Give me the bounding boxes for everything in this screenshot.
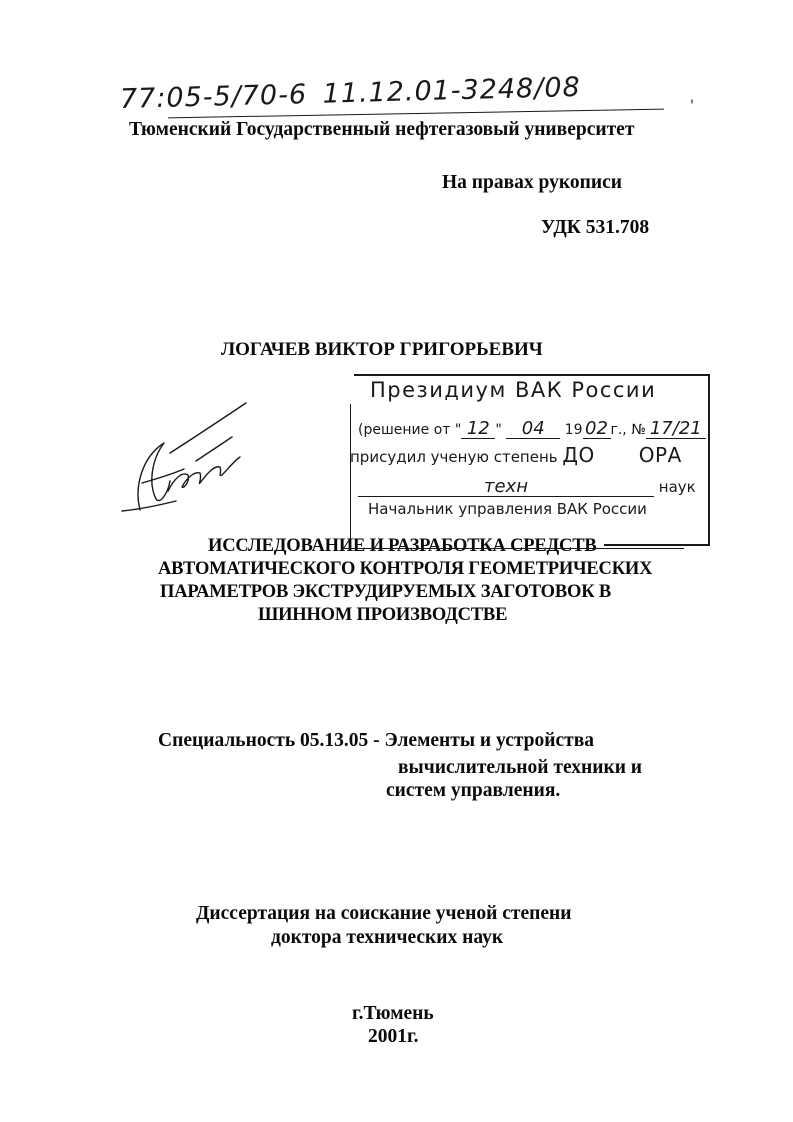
stamp-decision-year: 02 xyxy=(583,420,611,439)
stamp-science-suffix: наук xyxy=(658,478,696,496)
stamp-frame-right xyxy=(708,374,710,544)
stamp-science-value: техн xyxy=(358,478,654,497)
specialty-line-1: Специальность 05.13.05 - Элементы и устройства xyxy=(158,730,595,751)
stamp-decision-sep: " xyxy=(495,422,502,438)
archive-number-text: 77:05-5/70-6 xyxy=(119,79,308,115)
title-line-1: ИССЛЕДОВАНИЕ И РАЗРАБОТКА СРЕДСТВ xyxy=(208,536,597,556)
corner-mark: ' xyxy=(690,98,694,114)
stamp-science-row xyxy=(358,478,696,497)
dissertation-line-2: доктора технических наук xyxy=(271,927,504,948)
specialty-line-3: систем управления. xyxy=(386,780,561,801)
stamp-decision-year-prefix: 19 xyxy=(564,422,583,438)
stamp-degree-start: ДО xyxy=(562,443,595,467)
stamp-decision-prefix: (решение от " xyxy=(358,422,462,438)
author-name: ЛОГАЧЕВ ВИКТОР ГРИГОРЬЕВИЧ xyxy=(221,339,543,360)
title-line-3: ПАРАМЕТРОВ ЭКСТРУДИРУЕМЫХ ЗАГОТОВОК В xyxy=(160,582,611,602)
vak-stamp xyxy=(344,366,711,546)
title-line-4: ШИННОМ ПРОИЗВОДСТВЕ xyxy=(258,605,508,625)
archive-handwritten-number xyxy=(120,72,582,115)
university-name: Тюменский Государственный нефтегазовый университет xyxy=(129,119,635,140)
stamp-awarded-prefix: присудил ученую степень xyxy=(350,448,558,466)
city: г.Тюмень xyxy=(352,1003,434,1024)
signature-icon xyxy=(112,395,252,520)
archive-date-code: 11.12.01-3248/08 xyxy=(322,71,582,110)
stamp-decision-number-prefix: г., № xyxy=(610,422,646,438)
specialty-line-2: вычислительной техники и xyxy=(398,757,643,778)
stamp-decision-month: 04 xyxy=(506,420,560,439)
stamp-frame-left xyxy=(350,404,351,544)
stamp-degree-end: ОРА xyxy=(638,443,682,467)
udc-code: УДК 531.708 xyxy=(541,217,650,238)
dissertation-line-1: Диссертация на соискание ученой степени xyxy=(196,903,572,924)
stamp-frame-bottom xyxy=(604,544,710,546)
strike-line xyxy=(342,548,684,549)
title-line-2: АВТОМАТИЧЕСКОГО КОНТРОЛЯ ГЕОМЕТРИЧЕСКИХ xyxy=(158,559,653,579)
stamp-decision-number: 17/21 xyxy=(646,420,706,439)
year: 2001г. xyxy=(368,1026,419,1047)
stamp-decision-row xyxy=(358,420,706,439)
stamp-head-label: Начальник управления ВАК России xyxy=(368,500,647,518)
stamp-title: Президиум ВАК России xyxy=(370,378,657,402)
stamp-awarded-row xyxy=(350,443,682,467)
stamp-frame-top xyxy=(354,374,710,376)
rights-notice: На правах рукописи xyxy=(442,172,622,193)
stamp-decision-day: 12 xyxy=(461,420,495,439)
